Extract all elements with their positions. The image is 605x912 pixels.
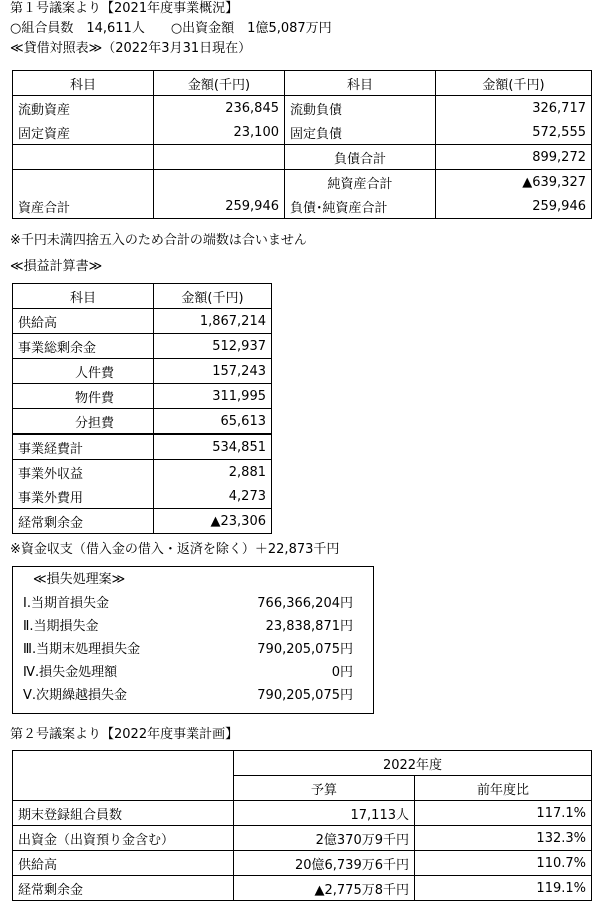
cell: 経常剰余金 bbox=[13, 509, 154, 534]
cell: 110.7% bbox=[415, 851, 592, 876]
cell: 供給高 bbox=[13, 309, 154, 334]
cell: 供給高 bbox=[13, 851, 234, 876]
rounding-note: ※千円未満四捨五入のため合計の端数は合いません bbox=[10, 233, 307, 248]
header-cell: 科目 bbox=[13, 284, 154, 309]
table-row bbox=[13, 826, 592, 851]
year-header: 2022年度 bbox=[234, 751, 592, 776]
cell: 事業外費用 bbox=[13, 484, 154, 509]
cell: ▲23,306 bbox=[154, 509, 272, 534]
cell: 236,845 bbox=[154, 96, 285, 121]
cell: 326,717 bbox=[436, 96, 592, 121]
loss-value: 790,205,075円 bbox=[257, 642, 353, 657]
cashflow-line: ※資金収支（借入金の借入・返済を除く）＋22,873千円 bbox=[10, 542, 340, 557]
cell: 分担費 bbox=[13, 409, 154, 435]
table-row bbox=[13, 194, 592, 219]
list-item bbox=[23, 616, 363, 638]
cell: 負債合計 bbox=[285, 145, 436, 170]
table-row bbox=[13, 359, 272, 384]
cell: 1,867,214 bbox=[154, 309, 272, 334]
table-header-row bbox=[13, 284, 272, 309]
table-row bbox=[13, 509, 272, 534]
loss-value: 23,838,871円 bbox=[265, 619, 353, 634]
cell: 259,946 bbox=[154, 194, 285, 219]
cell: 事業外収益 bbox=[13, 460, 154, 485]
cell bbox=[13, 145, 154, 170]
table-row bbox=[13, 409, 272, 435]
cell: 流動負債 bbox=[285, 96, 436, 121]
loss-value: 766,366,204円 bbox=[257, 596, 353, 611]
cell: 311,995 bbox=[154, 384, 272, 409]
loss-value: 0円 bbox=[331, 665, 353, 680]
header-cell: 前年度比 bbox=[415, 776, 592, 801]
list-item bbox=[23, 685, 363, 707]
table-row bbox=[13, 484, 272, 509]
cell: 65,613 bbox=[154, 409, 272, 435]
cell: 259,946 bbox=[436, 194, 592, 219]
cell: 2,881 bbox=[154, 460, 272, 485]
cell: 534,851 bbox=[154, 434, 272, 460]
header-cell: 金額(千円) bbox=[436, 71, 592, 96]
cell: 出資金（出資預り金含む） bbox=[13, 826, 234, 851]
cell: 資産合計 bbox=[13, 194, 154, 219]
loss-title: ≪損失処理案≫ bbox=[33, 572, 126, 587]
balance-sheet-table bbox=[12, 70, 592, 219]
cell: 流動資産 bbox=[13, 96, 154, 121]
list-item bbox=[23, 639, 363, 661]
cell bbox=[154, 170, 285, 195]
member-capital-line: ○組合員数 14,611人 ○出資金額 1億5,087万円 bbox=[10, 21, 332, 36]
header-cell: 科目 bbox=[13, 71, 154, 96]
table-row bbox=[13, 384, 272, 409]
table-header-row bbox=[13, 71, 592, 96]
table-row bbox=[13, 145, 592, 170]
cell: 17,113人 bbox=[234, 801, 415, 826]
cell: ▲639,327 bbox=[436, 170, 592, 195]
loss-label: Ⅴ.次期繰越損失金 bbox=[23, 688, 128, 703]
cell: 事業総剰余金 bbox=[13, 334, 154, 359]
cell: 157,243 bbox=[154, 359, 272, 384]
cell: 512,937 bbox=[154, 334, 272, 359]
cell: 117.1% bbox=[415, 801, 592, 826]
loss-label: Ⅲ.当期末処理損失金 bbox=[23, 642, 141, 657]
loss-label: Ⅳ.損失金処理額 bbox=[23, 665, 118, 680]
cell: 572,555 bbox=[436, 120, 592, 145]
cell: ▲2,775万8千円 bbox=[234, 876, 415, 901]
pl-title: ≪損益計算書≫ bbox=[10, 259, 103, 274]
loss-label: Ⅱ.当期損失金 bbox=[23, 619, 99, 634]
cell: 経常剰余金 bbox=[13, 876, 234, 901]
cell: 4,273 bbox=[154, 484, 272, 509]
cell: 119.1% bbox=[415, 876, 592, 901]
header-cell: 金額(千円) bbox=[154, 71, 285, 96]
cell: 固定負債 bbox=[285, 120, 436, 145]
table-row bbox=[13, 334, 272, 359]
cell bbox=[154, 145, 285, 170]
table-row bbox=[13, 876, 592, 901]
loss-label: Ⅰ.当期首損失金 bbox=[23, 596, 109, 611]
table-header-row bbox=[13, 751, 592, 776]
table-row bbox=[13, 170, 592, 195]
table-row bbox=[13, 460, 272, 485]
header-cell: 予算 bbox=[234, 776, 415, 801]
table-row bbox=[13, 434, 272, 460]
table-row bbox=[13, 120, 592, 145]
cell: 純資産合計 bbox=[285, 170, 436, 195]
table-row bbox=[13, 309, 272, 334]
loss-value: 790,205,075円 bbox=[257, 688, 353, 703]
cell: 事業経費計 bbox=[13, 434, 154, 460]
cell: 負債･純資産合計 bbox=[285, 194, 436, 219]
summary-title: 第１号議案より【2021年度事業概況】 bbox=[10, 1, 239, 16]
list-item bbox=[23, 662, 363, 684]
cell: 20億6,739万6千円 bbox=[234, 851, 415, 876]
cell: 物件費 bbox=[13, 384, 154, 409]
table-row bbox=[13, 801, 592, 826]
balance-sheet-title: ≪貸借対照表≫（2022年3月31日現在） bbox=[10, 41, 252, 56]
header-cell: 金額(千円) bbox=[154, 284, 272, 309]
cell: 期末登録組合員数 bbox=[13, 801, 234, 826]
cell: 2億370万9千円 bbox=[234, 826, 415, 851]
business-plan-table bbox=[12, 750, 592, 901]
cell: 固定資産 bbox=[13, 120, 154, 145]
cell bbox=[13, 170, 154, 195]
cell: 132.3% bbox=[415, 826, 592, 851]
cell: 人件費 bbox=[13, 359, 154, 384]
cell: 23,100 bbox=[154, 120, 285, 145]
header-cell bbox=[13, 751, 234, 801]
list-item bbox=[23, 593, 363, 615]
loss-disposal-box bbox=[12, 566, 374, 714]
cell: 899,272 bbox=[436, 145, 592, 170]
table-row bbox=[13, 851, 592, 876]
plan-title: 第２号議案より【2022年度事業計画】 bbox=[10, 727, 239, 742]
header-cell: 科目 bbox=[285, 71, 436, 96]
income-statement-table bbox=[12, 283, 272, 534]
table-row bbox=[13, 96, 592, 121]
